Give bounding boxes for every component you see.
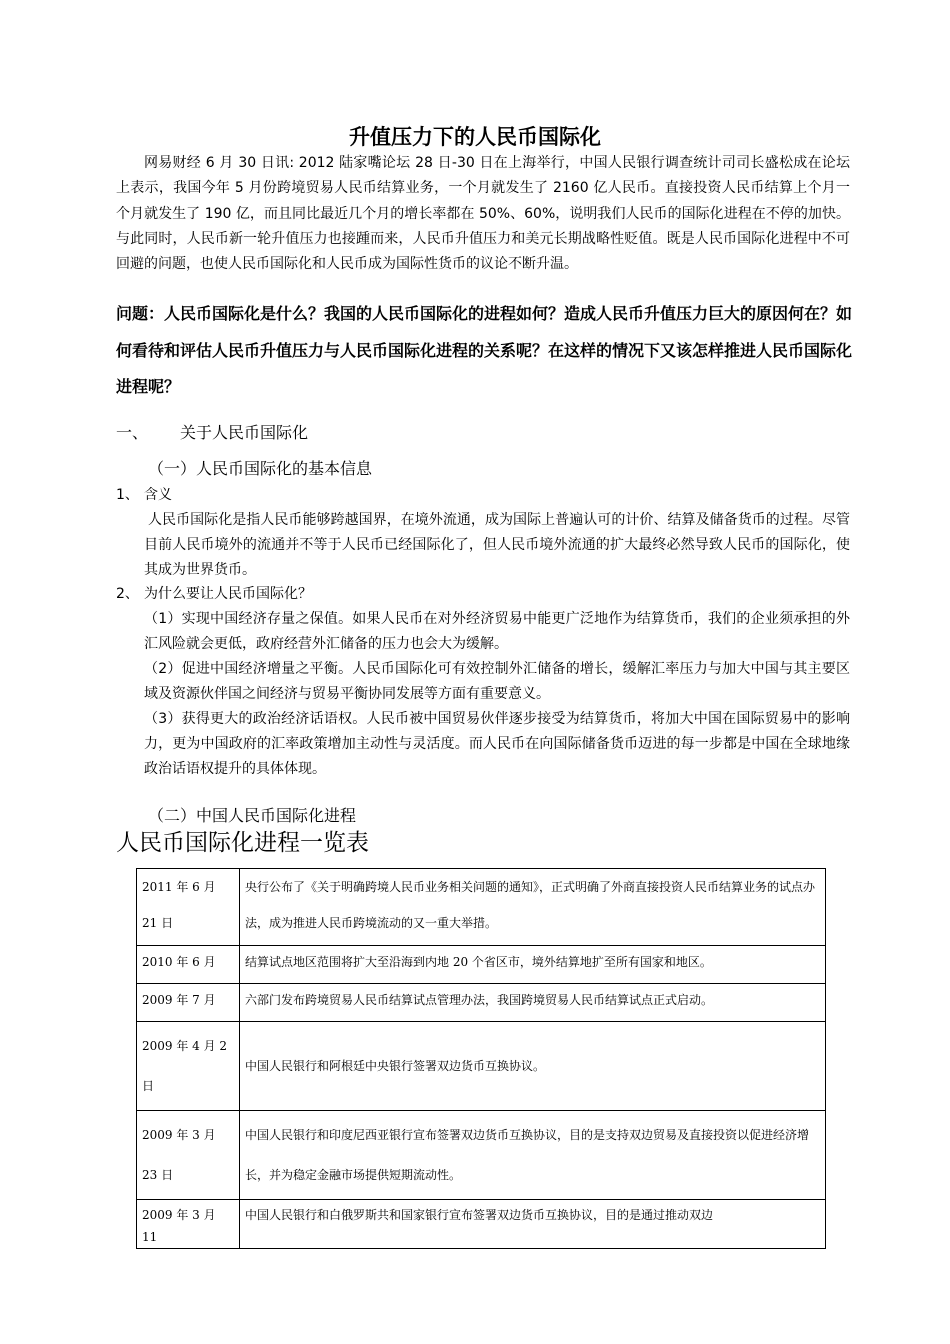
section-number: 一、 bbox=[116, 423, 149, 442]
table-title: 人民币国际化进程一览表 bbox=[116, 830, 369, 856]
item-heading-2 bbox=[116, 582, 312, 606]
item-title: 为什么要让人民币国际化？ bbox=[144, 586, 312, 602]
definition-paragraph: 人民币国际化是指人民币能够跨越国界，在境外流通，成为国际上普遍认可的计价、结算及储备货币的过程。尽管目前人民币境外的流通并不等于人民币已经国际化了，但人民币境外流通的扩大最终必然导致人民币的国际化，使其成为世界货币。 bbox=[144, 512, 850, 578]
date-cell: 2010 年 6 月 bbox=[137, 946, 240, 984]
reason-paragraph-1: （1）实现中国经济存量之保值。如果人民币在对外经济贸易中能更广泛地作为结算货币，我们的企业须承担的外汇风险就会更低，政府经营外汇储备的压力也会大为缓解。 bbox=[144, 611, 850, 652]
item-number: 1、 bbox=[116, 487, 139, 503]
event-cell: 央行公布了《关于明确跨境人民币业务相关问题的通知》，正式明确了外商直接投资人民币结算业务的试点办法，成为推进人民币跨境流动的又一重大举措。 bbox=[240, 869, 826, 946]
event-cell: 中国人民银行和白俄罗斯共和国家银行宣布签署双边货币互换协议，目的是通过推动双边 bbox=[240, 1200, 826, 1249]
question-paragraph: 问题：人民币国际化是什么？我国的人民币国际化的进程如何？造成人民币升值压力巨大的原因何在？如何看待和评估人民币升值压力与人民币国际化进程的关系呢？在这样的情况下又该怎样推进人民币国际化进程呢？ bbox=[116, 304, 853, 396]
table-row bbox=[137, 1111, 826, 1200]
date-cell: 2009 年 4 月 2 日 bbox=[137, 1022, 240, 1111]
table-row bbox=[137, 946, 826, 984]
date-cell: 2009 年 3 月 11 bbox=[137, 1200, 240, 1249]
reason-paragraph-3: （3）获得更大的政治经济话语权。人民币被中国贸易伙伴逐步接受为结算货币，将加大中国在国际贸易中的影响力，更为中国政府的汇率政策增加主动性与灵活度。而人民币在向国际储备货币迈进的每一步都是中国在全球地缘政治话语权提升的具体体现。 bbox=[144, 711, 850, 777]
item-title: 含义 bbox=[144, 487, 172, 503]
table-row bbox=[137, 1200, 826, 1249]
date-cell: 2009 年 7 月 bbox=[137, 984, 240, 1022]
reason-paragraph-2: （2）促进中国经济增量之平衡。人民币国际化可有效控制外汇储备的增长，缓解汇率压力与加大中国与其主要区域及资源伙伴国之间经济与贸易平衡协同发展等方面有重要意义。 bbox=[144, 661, 850, 702]
document-title: 升值压力下的人民币国际化 bbox=[349, 125, 601, 149]
date-cell: 2011 年 6 月 21 日 bbox=[137, 869, 240, 946]
event-cell: 结算试点地区范围将扩大至沿海到内地 20 个省区市，境外结算地扩至所有国家和地区。 bbox=[240, 946, 826, 984]
table-row bbox=[137, 984, 826, 1022]
table-row bbox=[137, 869, 826, 946]
section-heading-1 bbox=[116, 421, 308, 445]
date-cell: 2009 年 3 月 23 日 bbox=[137, 1111, 240, 1200]
event-cell: 六部门发布跨境贸易人民币结算试点管理办法，我国跨境贸易人民币结算试点正式启动。 bbox=[240, 984, 826, 1022]
section-title: 关于人民币国际化 bbox=[180, 423, 309, 442]
item-heading-1 bbox=[116, 483, 172, 507]
table-row bbox=[137, 1022, 826, 1111]
item-number: 2、 bbox=[116, 586, 139, 602]
subsection-heading-1: （一）人民币国际化的基本信息 bbox=[148, 459, 373, 478]
timeline-table bbox=[136, 868, 826, 1249]
event-cell: 中国人民银行和阿根廷中央银行签署双边货币互换协议。 bbox=[240, 1022, 826, 1111]
intro-paragraph: 网易财经 6 月 30 日讯: 2012 陆家嘴论坛 28 日-30 日在上海举行，中国人民银行调查统计司司长盛松成在论坛上表示，我国今年 5 月份跨境贸易人民币结算业务，一个月就发生了 2160 亿人民币。直接投资人民币结算上个月一个月就发生了 190 亿，而且同比最近几个月的增长率都在 50%、60%，说明我们人民币的国际化进程在不停的加快。与此同时，人民币新一轮升值压力也接踵而来，人民币升值压力和美元长期战略性贬值。既是人民币国际化进程中不可回避的问题，也使人民币国际化和人民币成为国际性货币的议论不断升温。 bbox=[116, 155, 850, 273]
event-cell: 中国人民银行和印度尼西亚银行宣布签署双边货币互换协议，目的是支持双边贸易及直接投资以促进经济增长，并为稳定金融市场提供短期流动性。 bbox=[240, 1111, 826, 1200]
subsection-heading-2: （二）中国人民币国际化进程 bbox=[148, 806, 357, 825]
